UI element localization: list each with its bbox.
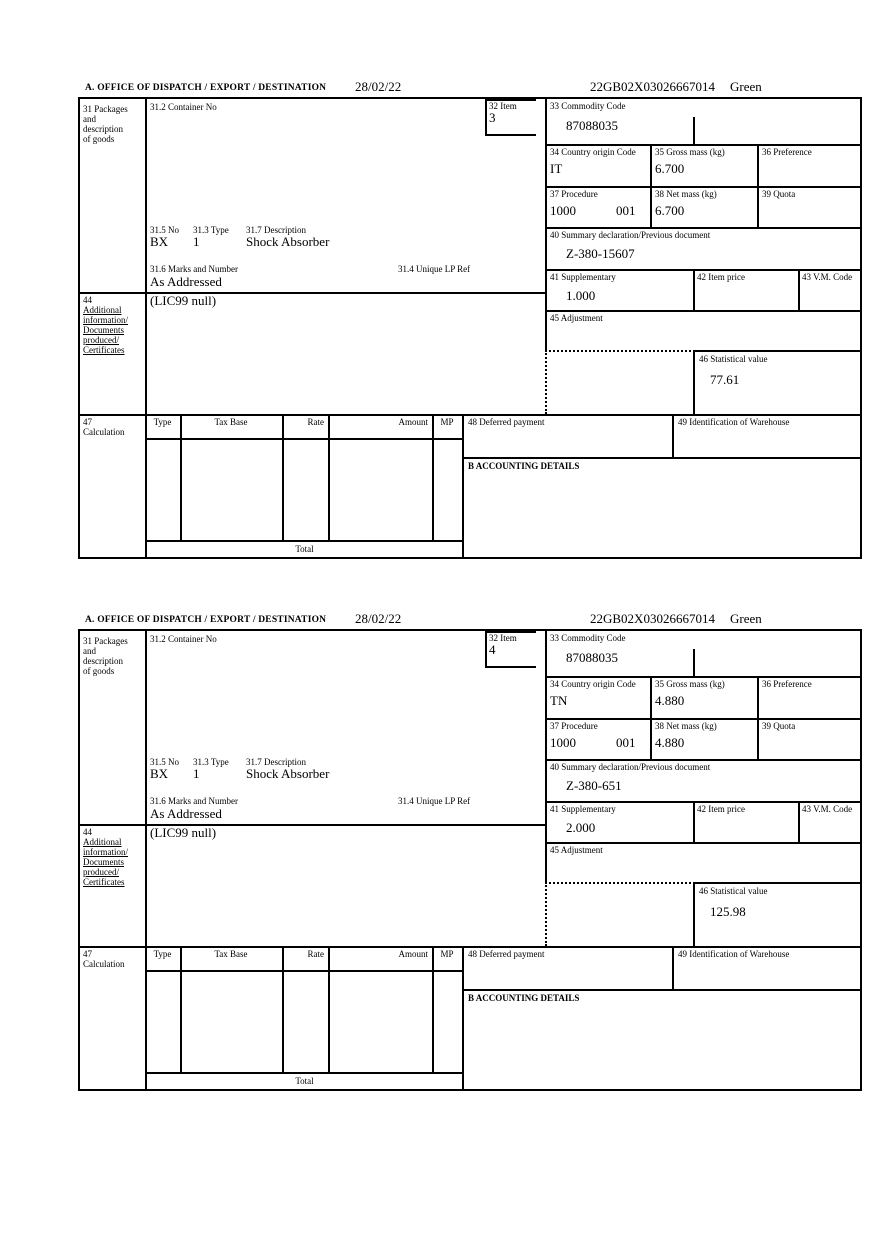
additional-information-value: (LIC99 null) — [150, 825, 217, 840]
grid-line-34-35 — [650, 676, 652, 759]
procedure-value: 1000 — [550, 735, 576, 750]
box-47-word: Calculation — [83, 427, 125, 437]
grid-line-41-42 — [693, 269, 695, 310]
section-header-row — [78, 610, 862, 629]
marks-and-number-value: As Addressed — [150, 274, 222, 289]
box-38-label: 38 Net mass (kg) — [655, 721, 717, 731]
country-origin-value: IT — [550, 161, 563, 176]
box-37-label: 37 Procedure — [550, 721, 598, 731]
box-40-label: 40 Summary declaration/Previous document — [550, 762, 711, 772]
box-44-label — [83, 295, 128, 355]
box-48-label: 48 Deferred payment — [468, 417, 545, 427]
table-header-type: Type — [153, 417, 172, 427]
box-39-label: 39 Quota — [762, 721, 796, 731]
item-number-value: 3 — [489, 110, 496, 125]
grid-line-row34-top — [545, 144, 860, 146]
declaration-reference: 22GB02X03026667014 — [590, 79, 715, 94]
table-line-type — [180, 946, 182, 1072]
box-47-label — [83, 949, 125, 969]
box-44-label-line: Documents — [83, 325, 124, 335]
grid-line-row34-top — [545, 676, 860, 678]
item-number-value: 4 — [489, 642, 496, 657]
box-31-label-line: and — [83, 114, 96, 124]
table-line-header-bottom — [145, 970, 464, 972]
table-header-rate: Rate — [307, 417, 324, 427]
statistical-value: 125.98 — [710, 904, 746, 919]
box-31-label-line: description — [83, 656, 123, 666]
grid-line-row41-top — [545, 801, 860, 803]
table-header-rate: Rate — [307, 949, 324, 959]
box-49-label: 49 Identification of Warehouse — [678, 417, 790, 427]
grid-line-42-43 — [798, 801, 800, 842]
box-44-label-line: information/ — [83, 847, 128, 857]
grid-line-34-35 — [650, 144, 652, 227]
declaration-item-section — [78, 78, 862, 559]
declaration-reference: 22GB02X03026667014 — [590, 611, 715, 626]
grid-line-left-column — [145, 99, 147, 557]
package-no-value: BX — [150, 766, 169, 781]
commodity-code-value: 87088035 — [566, 118, 618, 133]
procedure-value: 1000 — [550, 203, 576, 218]
grid-line-accounting-top — [462, 457, 860, 459]
table-line-taxbase — [282, 946, 284, 1072]
box-46-label: 46 Statistical value — [699, 886, 768, 896]
box-35-label: 35 Gross mass (kg) — [655, 679, 725, 689]
gross-mass-value: 6.700 — [655, 161, 685, 176]
box-31-3-label: 31.3 Type — [193, 757, 229, 767]
grid-line-row41-top — [545, 269, 860, 271]
table-header-mp: MP — [440, 417, 454, 427]
box-47-word: Calculation — [83, 959, 125, 969]
grid-line-row40-top — [545, 227, 860, 229]
package-type-value: 1 — [193, 766, 200, 781]
box-32-label: 32 Item — [489, 633, 517, 643]
grid-line-42-43 — [798, 269, 800, 310]
grid-line-main-divider — [545, 631, 547, 882]
grid-line-dotted-45-bottom — [545, 882, 695, 884]
commodity-code-tick — [693, 117, 695, 144]
previous-document-value: Z-380-15607 — [566, 246, 635, 261]
marks-and-number-value: As Addressed — [150, 806, 222, 821]
grid-line-47-top — [80, 414, 860, 416]
box-42-label: 42 Item price — [697, 272, 745, 282]
box-47-label — [83, 417, 125, 437]
box-49-label: 49 Identification of Warehouse — [678, 949, 790, 959]
table-line-total-top — [145, 540, 464, 542]
box-31-4-label: 31.4 Unique LP Ref — [398, 264, 471, 274]
box-41-label: 41 Supplementary — [550, 272, 616, 282]
box-31-label-line: and — [83, 646, 96, 656]
box-47-number: 47 — [83, 949, 92, 959]
box-33-label: 33 Commodity Code — [550, 101, 626, 111]
package-type-value: 1 — [193, 234, 200, 249]
box-32-label: 32 Item — [489, 101, 517, 111]
box-33-label: 33 Commodity Code — [550, 633, 626, 643]
table-header-amount: Amount — [398, 417, 428, 427]
box-46-label: 46 Statistical value — [699, 354, 768, 364]
office-of-dispatch-label: A. OFFICE OF DISPATCH / EXPORT / DESTINATION — [85, 83, 327, 93]
section-header-row — [78, 78, 862, 97]
table-line-type — [180, 414, 182, 540]
box-31-6-label: 31.6 Marks and Number — [150, 264, 238, 274]
grid-line-accounting-top — [462, 989, 860, 991]
table-line-rate — [328, 946, 330, 1072]
table-line-amount — [432, 946, 434, 1072]
declaration-item-section — [78, 610, 862, 1091]
goods-description-value: Shock Absorber — [246, 766, 330, 781]
box-36-label: 36 Preference — [762, 147, 812, 157]
box-41-label: 41 Supplementary — [550, 804, 616, 814]
grid-line-row37-top — [545, 186, 860, 188]
supplementary-value: 1.000 — [566, 288, 596, 303]
box-43-label: 43 V.M. Code — [802, 272, 853, 282]
table-header-mp: MP — [440, 949, 454, 959]
route-status: Green — [730, 79, 762, 94]
box-48-label: 48 Deferred payment — [468, 949, 545, 959]
grid-line-35-36 — [757, 144, 759, 227]
accounting-details-label: B ACCOUNTING DETAILS — [468, 993, 580, 1003]
net-mass-value: 6.700 — [655, 203, 685, 218]
table-line-header-bottom — [145, 438, 464, 440]
grid-line-row37-top — [545, 718, 860, 720]
box-47-number: 47 — [83, 417, 92, 427]
package-no-value: BX — [150, 234, 169, 249]
previous-document-value: Z-380-651 — [566, 778, 622, 793]
accounting-details-label: B ACCOUNTING DETAILS — [468, 461, 580, 471]
box-34-label: 34 Country origin Code — [550, 679, 636, 689]
box-31-5-label: 31.5 No — [150, 225, 179, 235]
box-44-label — [83, 827, 128, 887]
acceptance-date: 28/02/22 — [355, 611, 402, 626]
box-31-label — [83, 104, 128, 144]
box-31-4-label: 31.4 Unique LP Ref — [398, 796, 471, 806]
box-31-3-label: 31.3 Type — [193, 225, 229, 235]
box-44-number: 44 — [83, 295, 92, 305]
table-header-tax-base: Tax Base — [214, 949, 248, 959]
supplementary-value: 2.000 — [566, 820, 596, 835]
grid-line-47-top — [80, 946, 860, 948]
box-31-5-label: 31.5 No — [150, 757, 179, 767]
box-44-label-line: Additional — [83, 837, 122, 847]
box-44-label-line: Documents — [83, 857, 124, 867]
grid-line-dotted-divider — [545, 882, 547, 946]
declaration-sections — [78, 78, 862, 1142]
procedure-extra-value: 001 — [616, 203, 636, 218]
box-37-label: 37 Procedure — [550, 189, 598, 199]
sad-form-grid — [78, 629, 862, 1091]
table-header-tax-base: Tax Base — [214, 417, 248, 427]
box-40-label: 40 Summary declaration/Previous document — [550, 230, 711, 240]
net-mass-value: 4.880 — [655, 735, 685, 750]
box-31-2-label: 31.2 Container No — [150, 634, 217, 644]
box-44-label-line: information/ — [83, 315, 128, 325]
box-31-7-label: 31.7 Description — [246, 225, 306, 235]
table-line-taxbase — [282, 414, 284, 540]
acceptance-date: 28/02/22 — [355, 79, 402, 94]
box-35-label: 35 Gross mass (kg) — [655, 147, 725, 157]
box-42-label: 42 Item price — [697, 804, 745, 814]
box-45-label: 45 Adjustment — [550, 313, 603, 323]
goods-description-value: Shock Absorber — [246, 234, 330, 249]
box-36-label: 36 Preference — [762, 679, 812, 689]
box-31-label — [83, 636, 128, 676]
table-line-right — [462, 414, 464, 557]
box-31-7-label: 31.7 Description — [246, 757, 306, 767]
grid-line-35-36 — [757, 676, 759, 759]
table-line-amount — [432, 414, 434, 540]
table-total-label: Total — [295, 544, 314, 554]
procedure-extra-value: 001 — [616, 735, 636, 750]
additional-information-value: (LIC99 null) — [150, 293, 217, 308]
box-31-6-label: 31.6 Marks and Number — [150, 796, 238, 806]
box-31-label-line: 31 Packages — [83, 636, 128, 646]
country-origin-value: TN — [550, 693, 568, 708]
commodity-code-value: 87088035 — [566, 650, 618, 665]
grid-line-row45-top — [545, 310, 860, 312]
table-header-amount: Amount — [398, 949, 428, 959]
box-44-label-line: produced/ — [83, 867, 119, 877]
box-34-label: 34 Country origin Code — [550, 147, 636, 157]
box-31-label-line: 31 Packages — [83, 104, 128, 114]
box-45-label: 45 Adjustment — [550, 845, 603, 855]
grid-line-main-divider — [545, 99, 547, 350]
office-of-dispatch-label: A. OFFICE OF DISPATCH / EXPORT / DESTINATION — [85, 615, 327, 625]
grid-line-row40-top — [545, 759, 860, 761]
box-44-label-line: Additional — [83, 305, 122, 315]
statistical-value: 77.61 — [710, 372, 740, 387]
box-31-label-line: of goods — [83, 666, 115, 676]
box-44-number: 44 — [83, 827, 92, 837]
grid-line-48-49 — [672, 414, 674, 457]
box-38-label: 38 Net mass (kg) — [655, 189, 717, 199]
box-31-label-line: of goods — [83, 134, 115, 144]
grid-line-41-42 — [693, 801, 695, 842]
commodity-code-tick — [693, 649, 695, 676]
grid-line-left-column — [145, 631, 147, 1089]
grid-line-dotted-45-bottom — [545, 350, 695, 352]
grid-line-dotted-divider — [545, 350, 547, 414]
box-31-label-line: description — [83, 124, 123, 134]
table-line-right — [462, 946, 464, 1089]
box-44-label-line: Certificates — [83, 877, 125, 887]
table-header-type: Type — [153, 949, 172, 959]
table-line-rate — [328, 414, 330, 540]
grid-line-48-49 — [672, 946, 674, 989]
grid-line-row45-top — [545, 842, 860, 844]
table-total-label: Total — [295, 1076, 314, 1086]
sad-form-grid — [78, 97, 862, 559]
box-44-label-line: produced/ — [83, 335, 119, 345]
box-44-label-line: Certificates — [83, 345, 125, 355]
gross-mass-value: 4.880 — [655, 693, 685, 708]
box-43-label: 43 V.M. Code — [802, 804, 853, 814]
box-39-label: 39 Quota — [762, 189, 796, 199]
route-status: Green — [730, 611, 762, 626]
box-31-2-label: 31.2 Container No — [150, 102, 217, 112]
table-line-total-top — [145, 1072, 464, 1074]
